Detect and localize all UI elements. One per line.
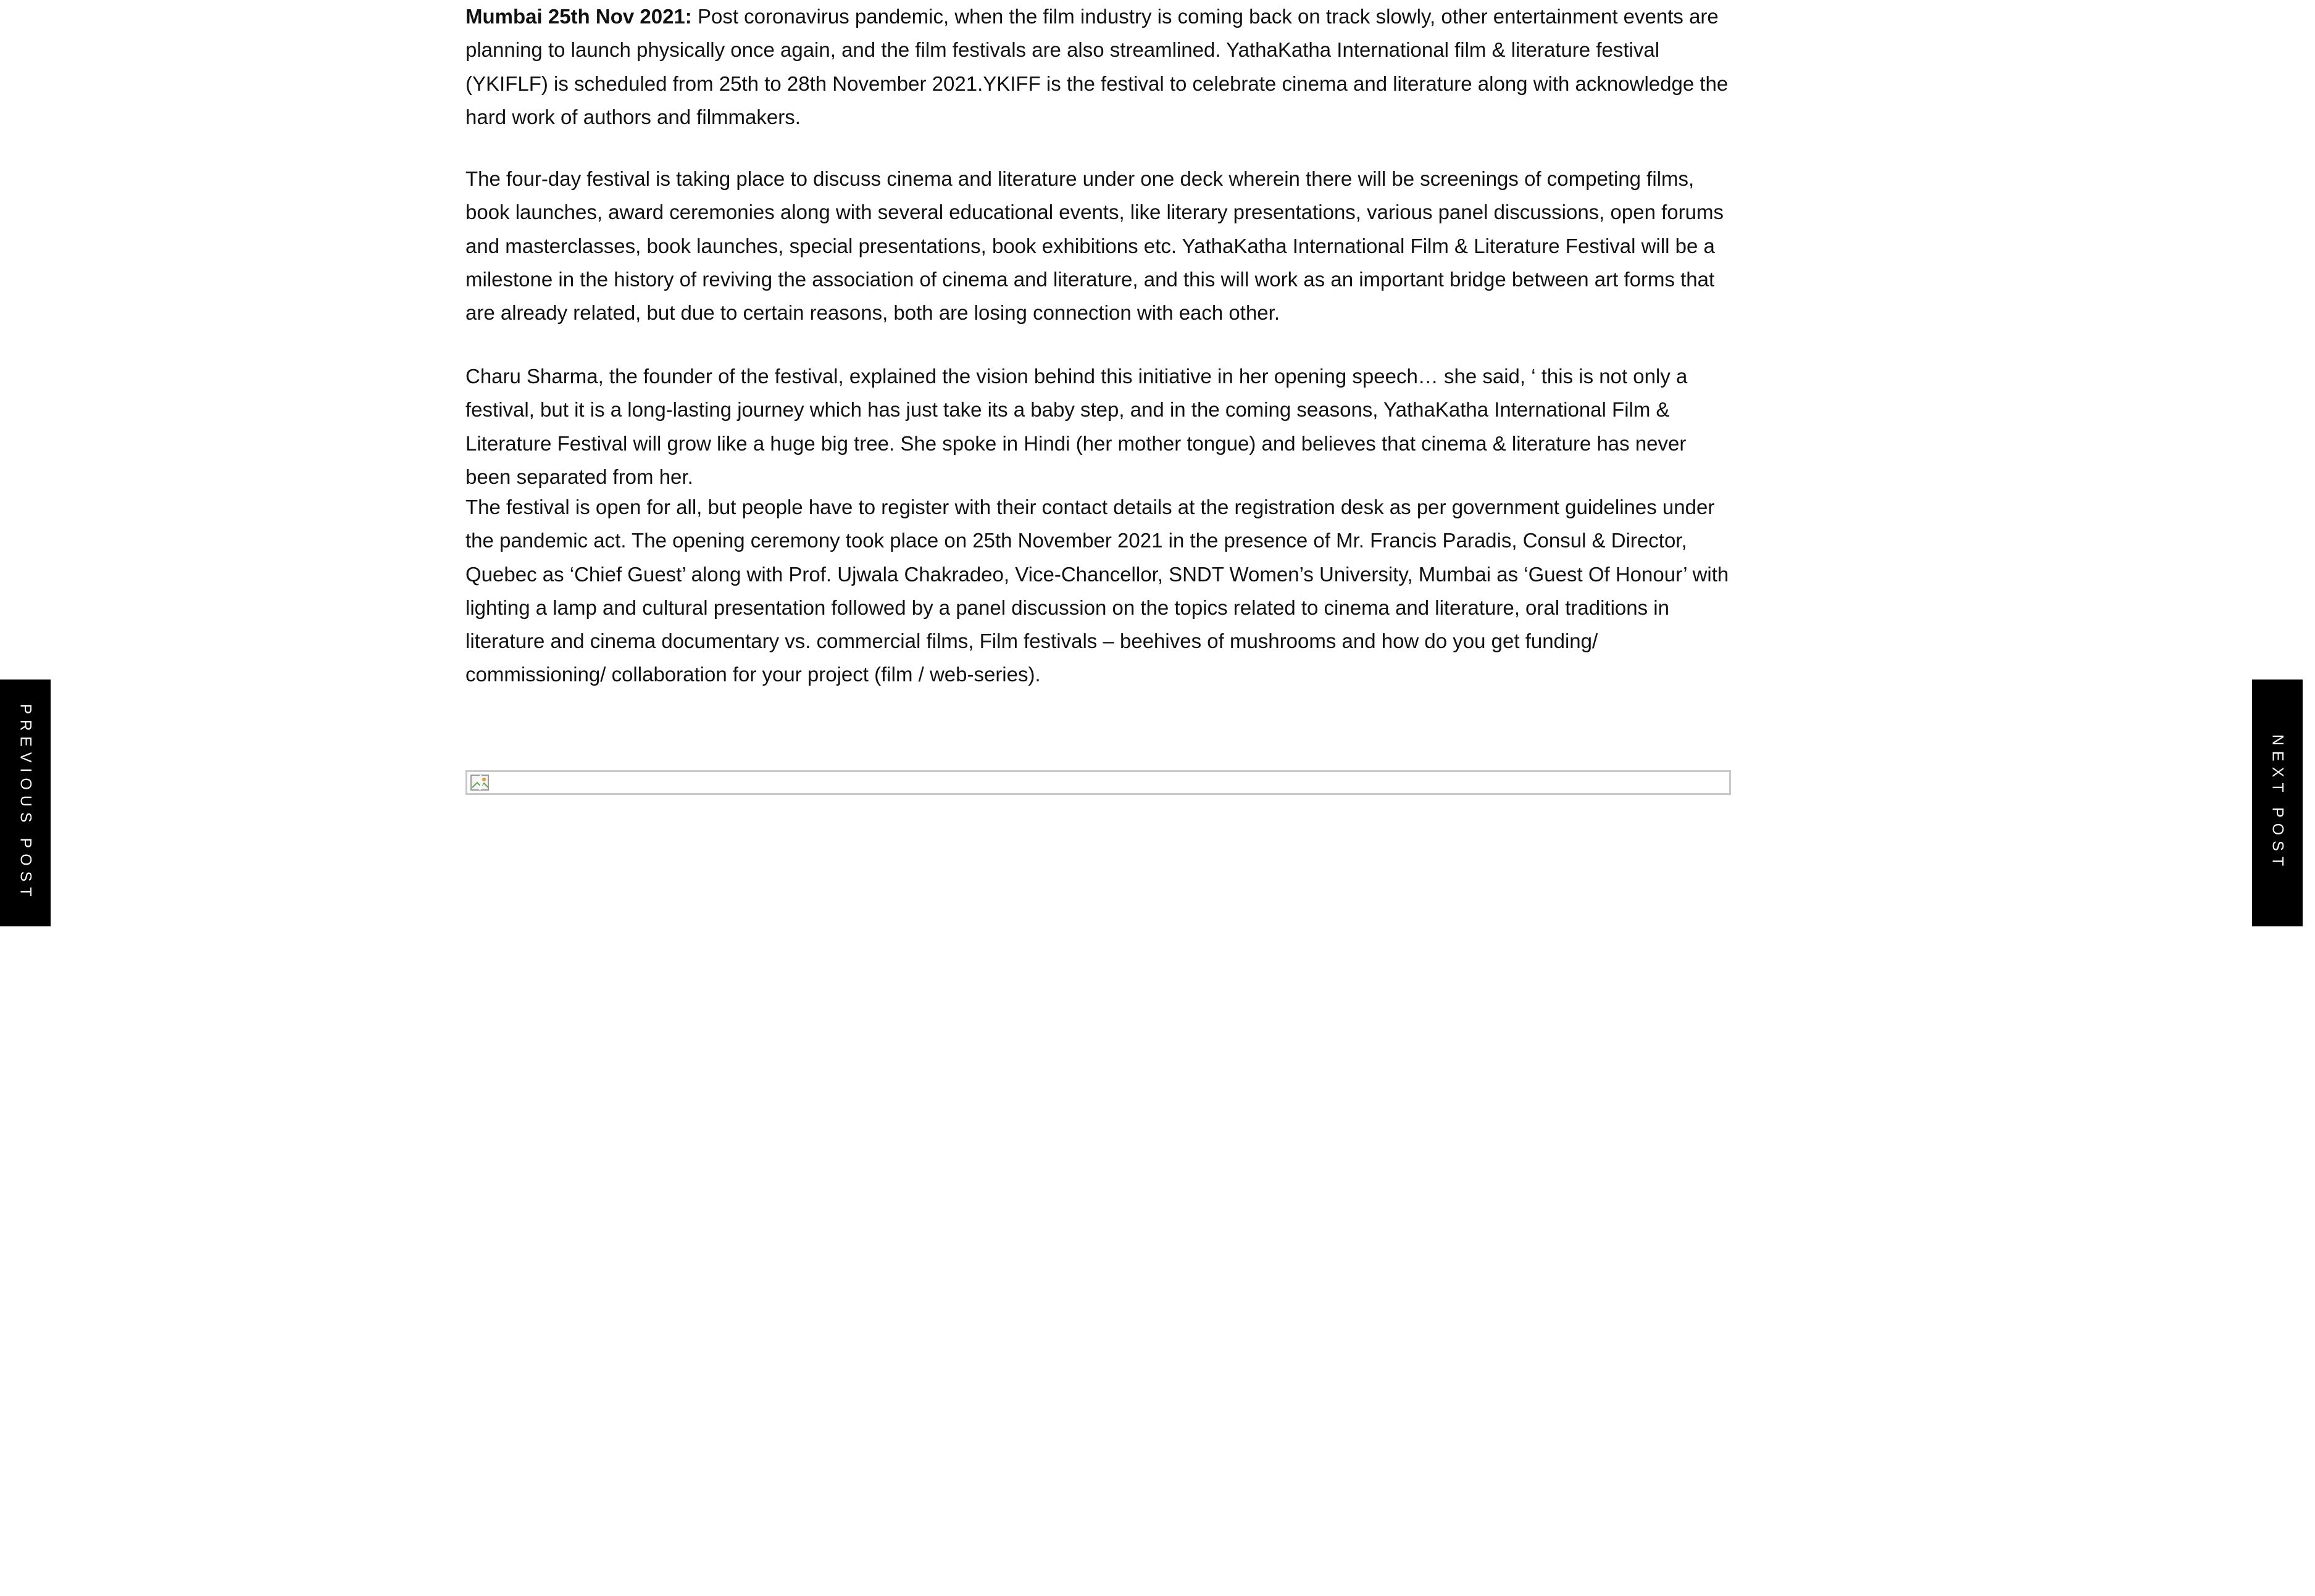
- next-post-label: NEXT POST: [2269, 734, 2287, 872]
- dateline: Mumbai 25th Nov 2021:: [465, 5, 692, 28]
- article-paragraph-2: The four-day festival is taking place to discuss cinema and literature under one deck wherein there will be screenings of competing films, book launches, award ceremonies along with several educational events, like literary presentations, various panel discussions, open forums and masterclasses, book launches, special presentations, book exhibitions etc. YathaKatha International Film & Literature Festival will be a milestone in the history of reviving the association of cinema and literature, and this will work as an important bridge between art forms that are already related, but due to certain reasons, both are losing connection with each other.: [465, 167, 1724, 325]
- previous-post-label: PREVIOUS POST: [17, 704, 35, 902]
- article-paragraph-4: The festival is open for all, but people have to register with their contact details at the registration desk as per government guidelines under the pandemic act. The opening ceremony took place on 25th November 2021 in the presence of Mr. Francis Paradis, Consul & Director, Quebec as ‘Chief Guest’ along with Prof. Ujwala Chakradeo, Vice-Chancellor, SNDT Women’s University, Mumbai as ‘Guest Of Honour’ with lighting a lamp and cultural presentation followed by a panel discussion on the topics related to cinema and literature, oral traditions in literature and cinema documentary vs. commercial films, Film festivals – beehives of mushrooms and how do you get funding/ commissioning/ collaboration for your project (film / web-series).: [465, 496, 1729, 686]
- previous-post-button[interactable]: [0, 680, 51, 926]
- article-paragraph-1: [465, 0, 1731, 134]
- article-paragraph-3: Charu Sharma, the founder of the festival, explained the vision behind this initiative in her opening speech… she said, ‘ this is not only a festival, but it is a long-lasting journey which has just take its a baby step, and in the coming seasons, YathaKatha International Film & Literature Festival will grow like a huge big tree. She spoke in Hindi (her mother tongue) and believes that cinema & literature has never been separated from her.: [465, 365, 1688, 488]
- next-post-button[interactable]: [2252, 680, 2303, 926]
- article-image-placeholder: [465, 770, 1731, 795]
- paragraph-1-text: Post coronavirus pandemic, when the film industry is coming back on track slowly, other entertainment events are planning to launch physically once again, and the film festivals are also streamlined. YathaKatha International film & literature festival (YKIFLF) is scheduled from 25th to 28th November 2021.YKIFF is the festival to celebrate cinema and literature along with acknowledge the hard work of authors and filmmakers.: [465, 5, 1729, 128]
- broken-image-icon: [470, 774, 491, 792]
